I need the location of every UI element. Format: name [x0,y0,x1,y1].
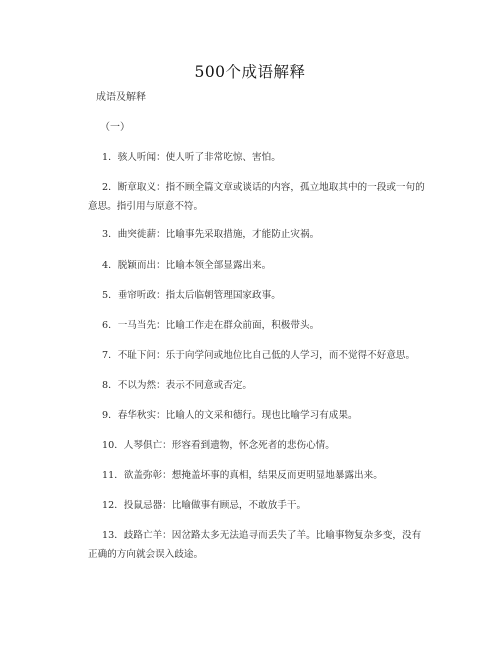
entry-line: 11．欲盖弥彰：想掩盖坏事的真相，结果反而更明显地暴露出来。 [102,470,383,481]
idiom-entry-1 [96,148,426,167]
entry-line: 8．不以为然：表示不同意或否定。 [102,380,253,391]
entry-line: 13．歧路亡羊：因岔路太多无法追寻而丢失了羊。比喻事物复杂多变，没有 [102,530,422,541]
entry-line: 1．骇人听闻：使人听了非常吃惊、害怕。 [102,152,281,163]
entry-line: 2．断章取义：指不顾全篇文章或谈话的内容，孤立地取其中的一段或一句的 [102,182,425,193]
entry-line-continued: 意思。指引用与原意不符。 [88,201,204,212]
entry-line: 3．曲突徙薪：比喻事先采取措施，才能防止灾祸。 [102,229,320,240]
idiom-entry-7 [96,346,426,365]
entry-line: 6．一马当先：比喻工作走在群众前面，积极带头。 [102,320,320,331]
entry-line: 12．投鼠忌器：比喻做事有顾忌，不敢放手干。 [102,500,307,511]
entry-line: 7．不耻下问：乐于向学问或地位比自己低的人学习，而不觉得不好意思。 [102,350,416,361]
idiom-entry-2 [88,178,426,216]
entry-line: 10．人琴俱亡：形容看到遗物，怀念死者的悲伤心情。 [102,440,335,451]
idiom-entry-5 [96,286,426,305]
entry-line: 9．春华秋实：比喻人的文采和德行。现也比喻学习有成果。 [102,410,358,421]
idiom-entry-8 [96,376,426,395]
idiom-entry-6 [96,316,426,335]
section-heading: （一） [100,122,130,133]
idiom-entry-11 [96,466,426,485]
idiom-entry-4 [96,256,426,275]
entry-line: 5．垂帘听政：指太后临朝管理国家政事。 [102,290,281,301]
entry-line-continued: 正确的方向就会误入歧途。 [88,549,204,560]
idiom-entry-13 [88,526,426,564]
idiom-entry-9 [96,406,426,425]
entry-line: 4．脱颖而出：比喻本领全部显露出来。 [102,260,272,271]
document-subtitle: 成语及解释 [96,92,146,103]
document-title: 500个成语解释 [194,63,306,81]
idiom-entry-3 [96,225,426,244]
idiom-entry-10 [96,436,426,455]
idiom-entry-12 [96,496,426,515]
